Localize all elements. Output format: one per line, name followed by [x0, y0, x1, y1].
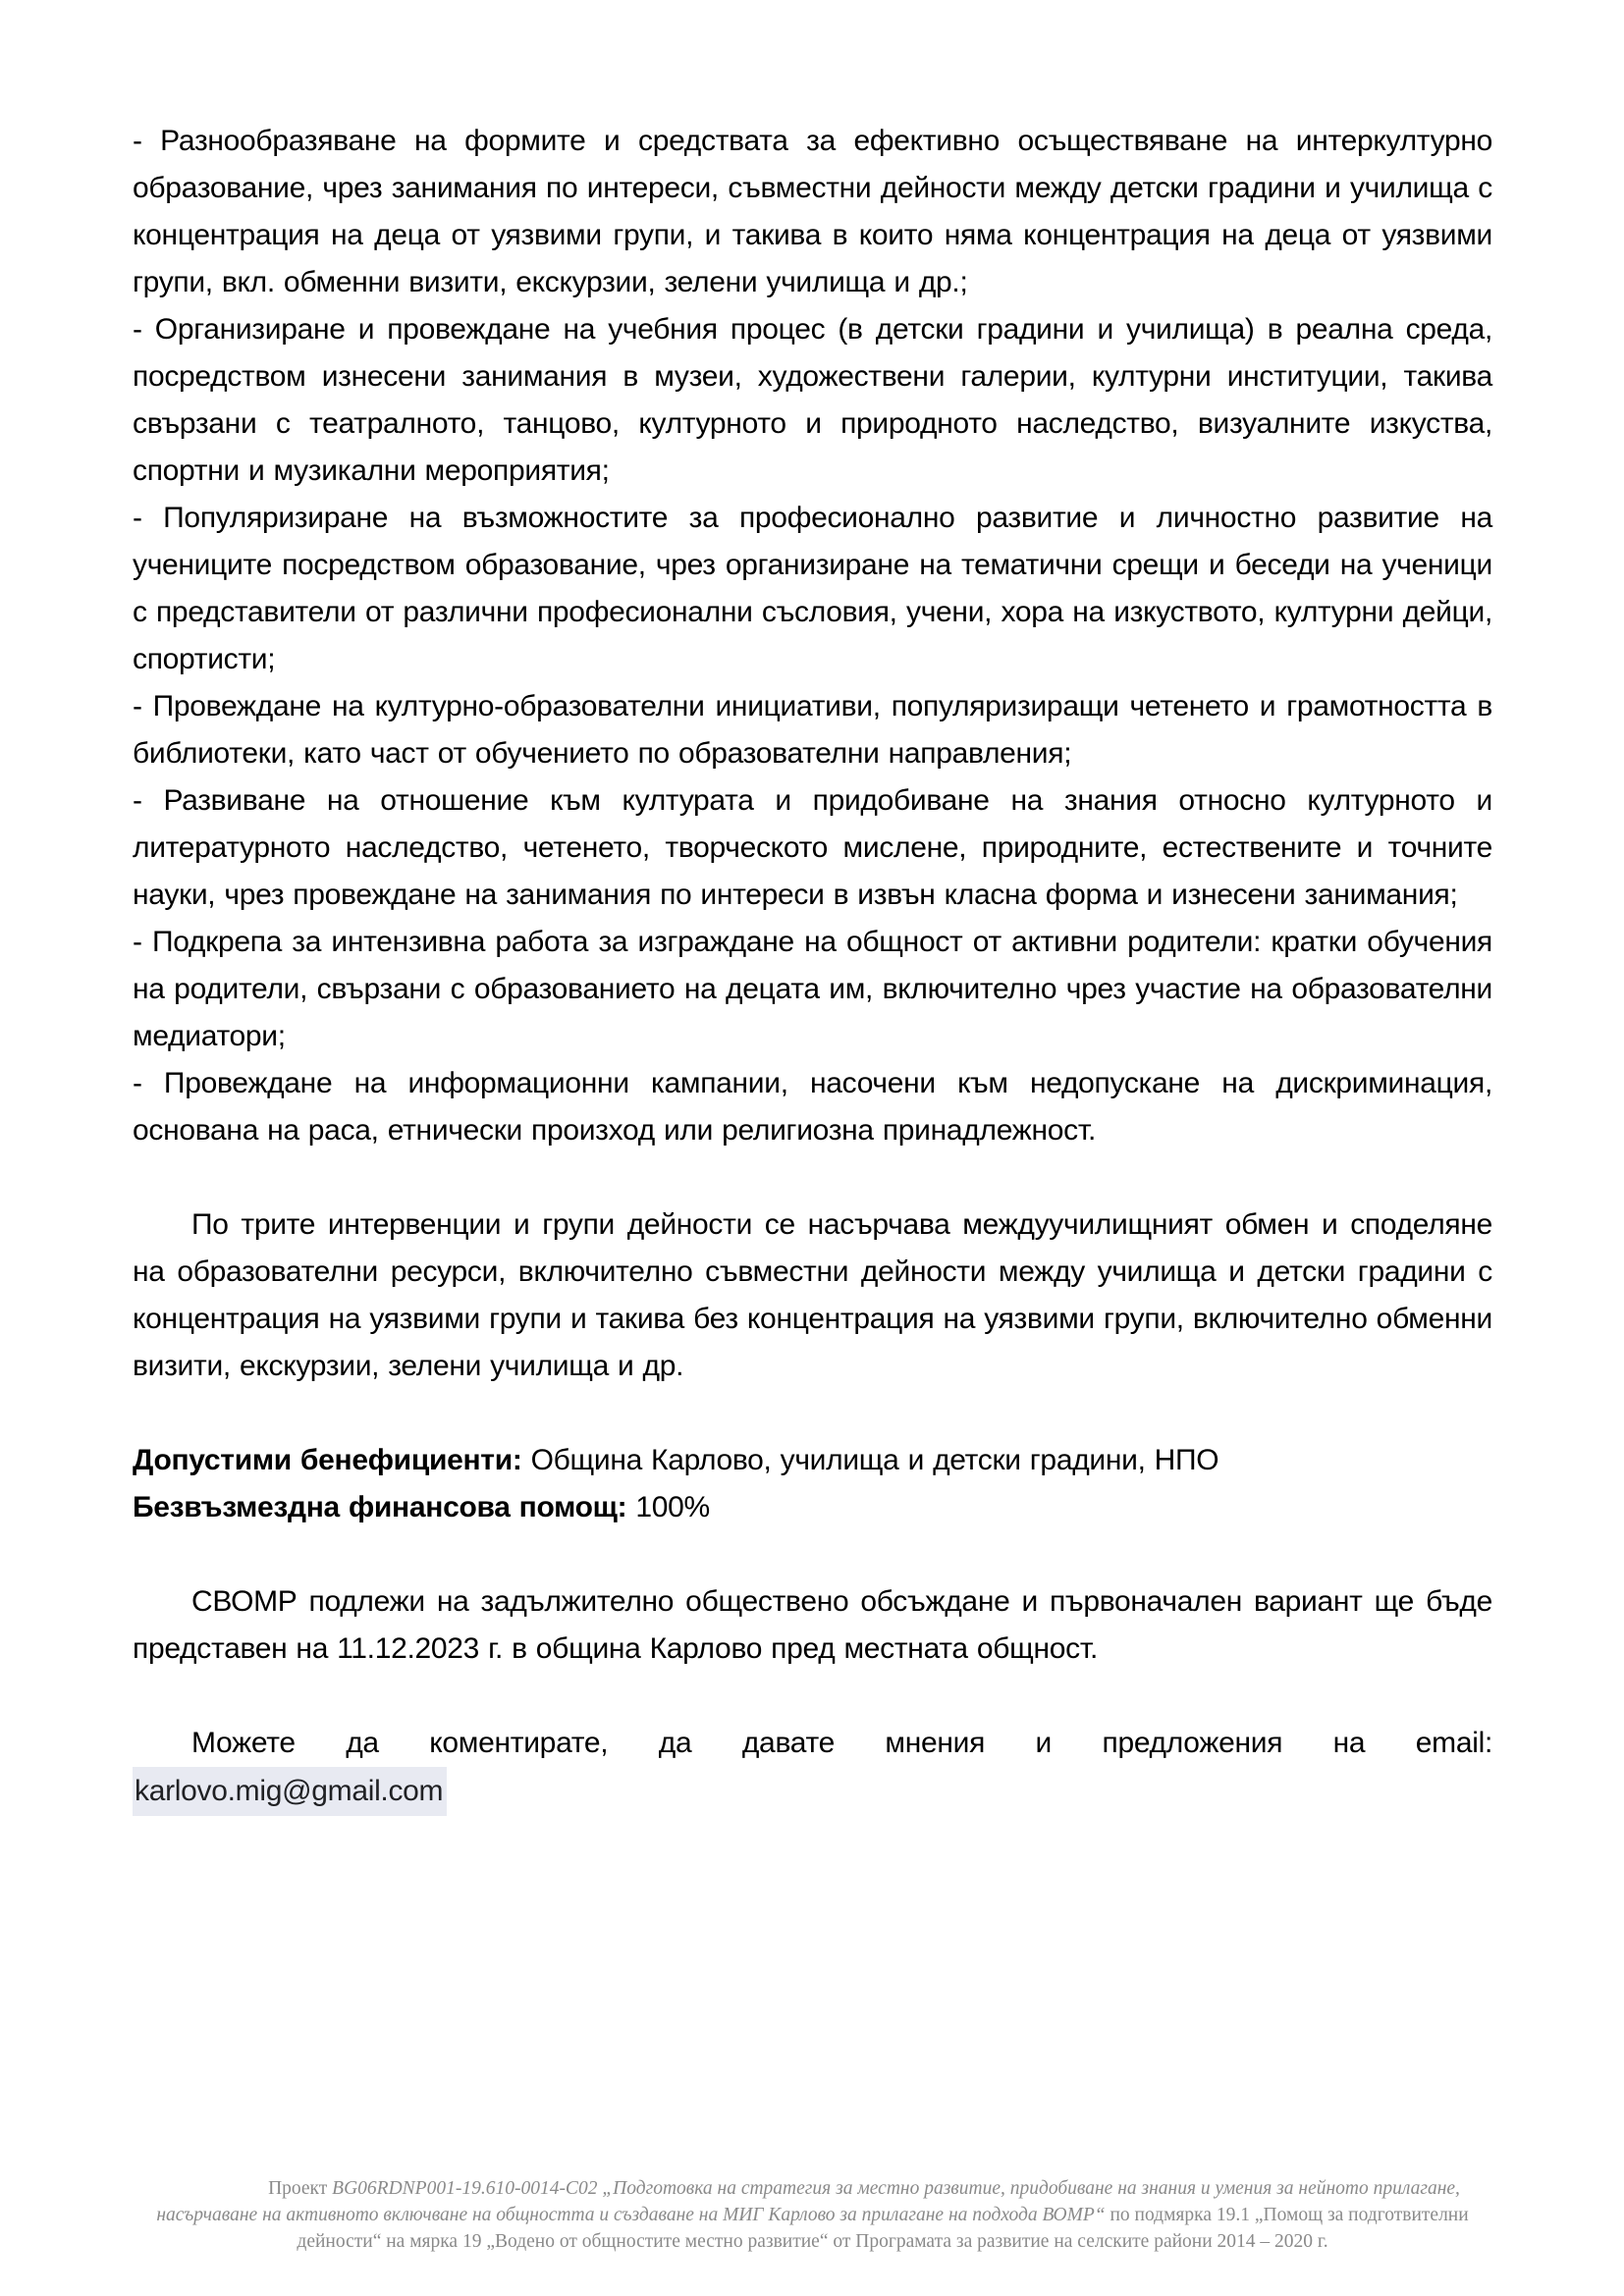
- bullet-paragraph: - Разнообразяване на формите и средствата за ефективно осъществяване на интеркултурно образование, чрез занимания по интереси, съвместни дейности между детски градини и училища с концентрация на деца от уязвими групи, и такива в които няма концентрация на деца от уязвими групи, вкл. обменни визити, екскурзии, зелени училища и др.;: [133, 125, 1492, 298]
- beneficiaries-line: [133, 1437, 1492, 1484]
- document-body: [133, 118, 1492, 1816]
- beneficiaries-value: Община Карлово, училища и детски градини, НПО: [521, 1444, 1219, 1476]
- comment-text: Можете да коментирате, да давате мнения и предложения на email:: [191, 1727, 1492, 1759]
- grant-label: Безвъзмездна финансова помощ:: [133, 1491, 627, 1523]
- footer-project-title: BG06RDNP001-19.610-0014-C02 „Подготовка на стратегия за местно развитие, придобиване на знания и умения за нейното прилагане, насърчаване на активното включване на общността и създаване на МИГ Карлово за прилагане на подхода ВОМР“: [156, 2178, 1460, 2225]
- grant-line: [133, 1484, 1492, 1531]
- bullet-paragraph: - Развиване на отношение към културата и придобиване на знания относно културното и литературното наследство, четенето, творческото мислене, природните, естествените и точните науки, чрез провеждане на занимания по интереси в извън класна форма и изнесени занимания;: [133, 784, 1492, 911]
- comment-paragraph: [133, 1720, 1492, 1816]
- footer-prefix: Проект: [268, 2178, 333, 2199]
- grant-value: 100%: [626, 1491, 710, 1523]
- bullet-paragraph: - Организиране и провеждане на учебния процес (в детски градини и училища) в реална среда, посредством изнесени занимания в музеи, художествени галерии, културни институции, такива свързани с театралното, танцово, културното и природното наследство, визуалните изкуства, спортни и музикални мероприятия;: [133, 313, 1492, 487]
- bullet-paragraph: - Провеждане на културно-образователни инициативи, популяризиращи четенето и грамотността в библиотеки, като част от обучението по образователни направления;: [133, 690, 1492, 770]
- bullet-paragraph: - Популяризиране на възможностите за професионално развитие и личностно развитие на учениците посредством образование, чрез организиране на тематични срещи и беседи на ученици с представители от различни професионални съсловия, учени, хора на изкуството, културни дейци, спортисти;: [133, 502, 1492, 675]
- beneficiaries-label: Допустими бенефициенти:: [133, 1444, 522, 1476]
- bullet-paragraph: - Провеждане на информационни кампании, насочени към недопускане на дискриминация, основана на раса, етнически произход или религиозна принадлежност.: [133, 1067, 1492, 1147]
- footer-suffix: по подмярка 19.1 „Помощ за подготвителни дейности“ на мярка 19 „Водено от общностите местно развитие“ от Програмата за развитие на селските райони 2014 – 2020 г.: [297, 2205, 1469, 2252]
- exchange-paragraph: По трите интервенции и групи дейности се насърчава междуучилищният обмен и споделяне на образователни ресурси, включително съвместни дейности между училища и детски градини с концентрация на уязвими групи и такива без концентрация на уязвими групи, включително обменни визити, екскурзии, зелени училища и др.: [133, 1208, 1492, 1382]
- bullet-paragraph: - Подкрепа за интензивна работа за изграждане на общност от активни родители: кратки обучения на родители, свързани с образованието на децата им, включително чрез участие на образователни медиатори;: [133, 926, 1492, 1052]
- page-footer: [133, 2175, 1492, 2255]
- email-link[interactable]: karlovo.mig@gmail.com: [133, 1767, 447, 1816]
- svomr-paragraph: СВОМР подлежи на задължително обществено обсъждане и първоначален вариант ще бъде представен на 11.12.2023 г. в община Карлово пред местната общност.: [133, 1585, 1492, 1665]
